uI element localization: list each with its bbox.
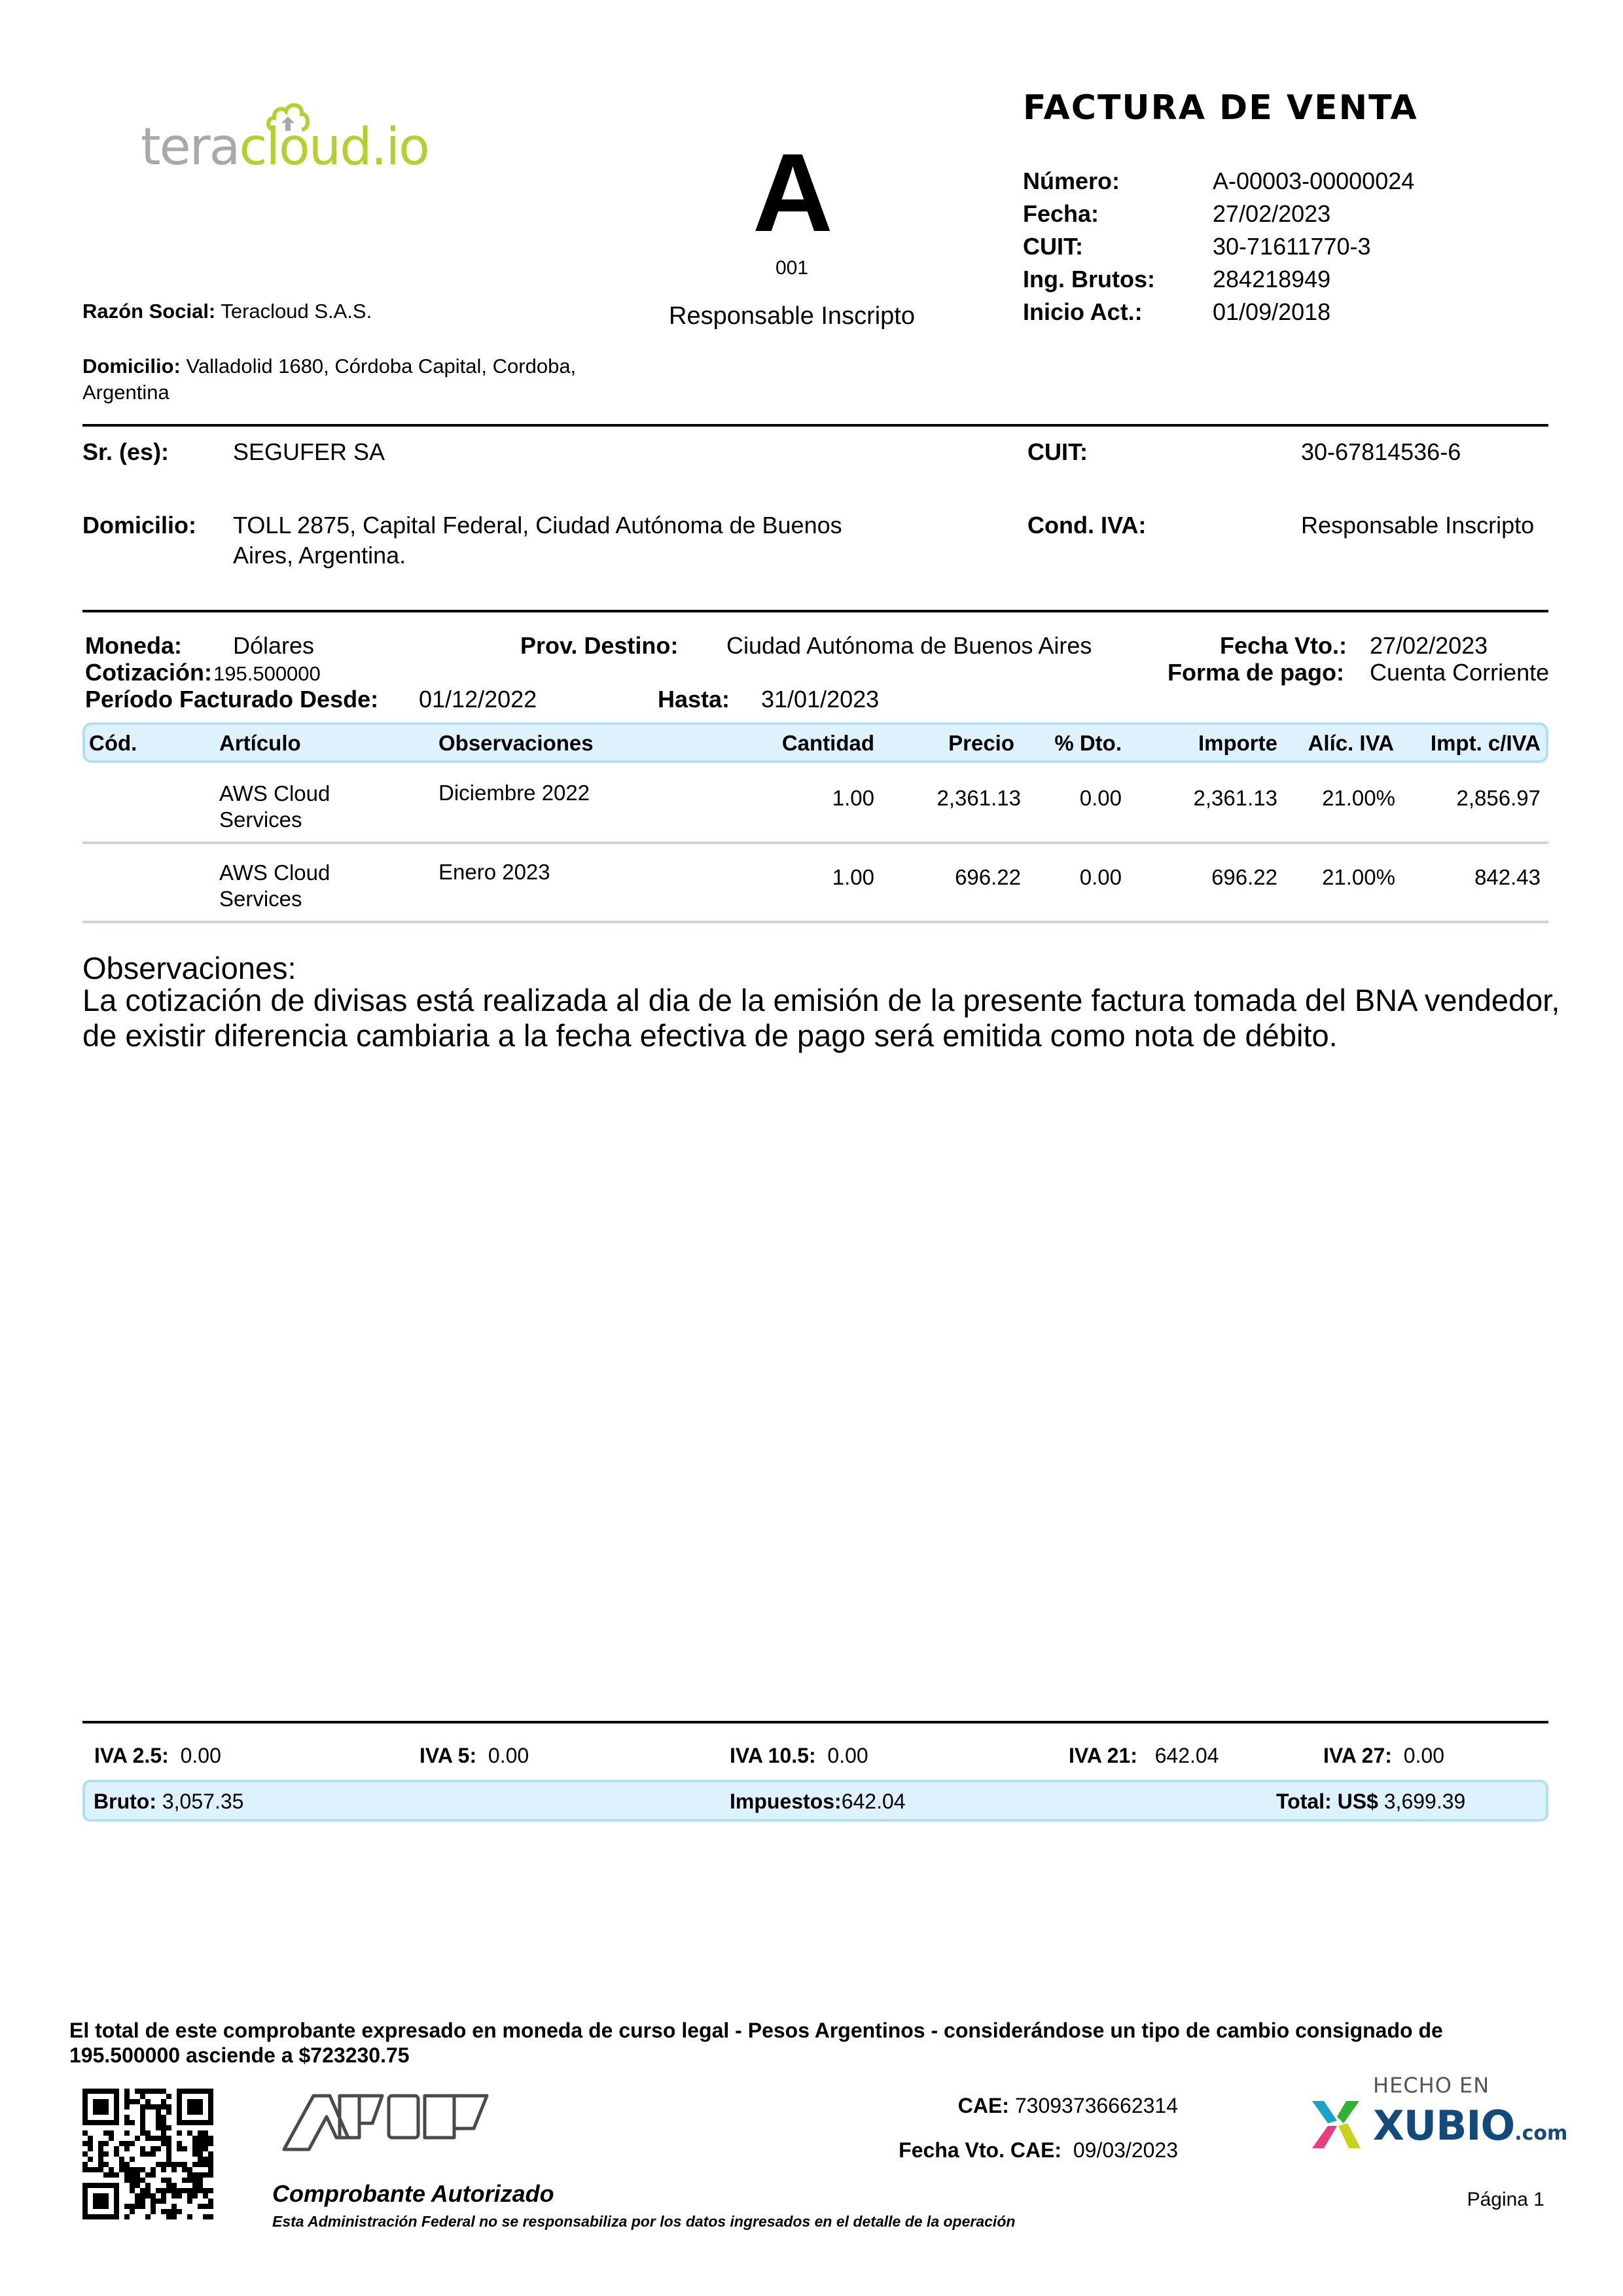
cotizacion: 195.500000 [213, 662, 321, 685]
iva-2-5: IVA 2.5: 0.00 [94, 1744, 221, 1767]
prov-destino: Ciudad Autónoma de Buenos Aires [726, 632, 1092, 659]
iva-21: IVA 21: 642.04 [1069, 1744, 1219, 1767]
cell-cantidad: 1.00 [832, 865, 874, 889]
observaciones-text: La cotización de divisas está realizada al dia de la emisión de la presente factura tomada del BNA vendedor, de existir diferencia cambiaria a la fecha efectiva de pago será emitida como nota de débito. [82, 983, 1560, 1053]
cell-dto: 0.00 [1079, 865, 1122, 889]
client-address-line2: Aires, Argentina. [233, 542, 406, 569]
forma-pago-label: Forma de pago: [1168, 659, 1345, 686]
razon-social: Razón Social: Teracloud S.A.S. [82, 300, 372, 323]
observaciones-title: Observaciones: [82, 951, 296, 985]
col-cantidad: Cantidad [781, 731, 874, 755]
cell-precio: 2,361.13 [936, 786, 1021, 810]
row-divider [82, 841, 1548, 844]
col-precio: Precio [948, 731, 1014, 755]
client-cuit: 30-67814536-6 [1301, 438, 1461, 465]
cell-importe: 2,361.13 [1193, 786, 1277, 810]
prov-destino-label: Prov. Destino: [520, 632, 679, 659]
legal-ars-total: El total de este comprobante expresado en moneda de curso legal - Pesos Argentinos - considerándose un tipo de cambio consignado de 195.500000 asciende a $723230.75 [69, 2019, 1443, 2067]
invoice-letter: A [753, 131, 833, 255]
cotizacion-label: Cotización: [85, 659, 212, 686]
document-title: FACTURA DE VENTA [1023, 88, 1418, 128]
cell-importe: 696.22 [1211, 865, 1277, 889]
hasta: 31/01/2023 [761, 686, 880, 713]
row-divider [82, 921, 1548, 923]
teracloud-logo [141, 98, 429, 177]
hecho-en: HECHO EN [1373, 2073, 1490, 2098]
col-articulo: Artículo [219, 731, 301, 755]
client-cond-iva-label: Cond. IVA: [1027, 512, 1147, 539]
periodo-label: Período Facturado Desde: [85, 686, 379, 713]
afip-logo [277, 2091, 500, 2153]
client-address-label: Domicilio: [82, 512, 197, 539]
col-alic-iva: Alíc. IVA [1308, 731, 1394, 755]
page-number: Página 1 [1467, 2189, 1544, 2210]
afip-disclaimer: Esta Administración Federal no se responsabiliza por los datos ingresados en el detalle de la operación [272, 2213, 1016, 2230]
col-impt-civa: Impt. c/IVA [1430, 731, 1541, 755]
cell-precio: 696.22 [955, 865, 1021, 889]
cae: CAE: 73093736662314 [957, 2094, 1178, 2117]
iva-5: IVA 5: 0.00 [419, 1744, 529, 1767]
client-address-line1: TOLL 2875, Capital Federal, Ciudad Autónoma de Buenos [233, 512, 842, 539]
iva-10-5: IVA 10.5: 0.00 [730, 1744, 868, 1767]
cell-impt-civa: 2,856.97 [1456, 786, 1541, 810]
moneda-label: Moneda: [85, 632, 182, 659]
periodo-desde: 01/12/2022 [419, 686, 537, 713]
forma-pago: Cuenta Corriente [1370, 659, 1550, 686]
company-address: Domicilio: Valladolid 1680, Córdoba Capital, Cordoba, Argentina [82, 355, 577, 404]
client-name: SEGUFER SA [233, 438, 385, 465]
cell-articulo: AWS Cloud Services [219, 781, 330, 832]
total: Total: US$ 3,699.39 [1276, 1790, 1466, 1813]
xubio-x-icon [1312, 2097, 1364, 2149]
invoice-code: 001 [775, 257, 809, 279]
divider [82, 424, 1548, 427]
col-cod: Cód. [89, 731, 137, 755]
fecha-vto: 27/02/2023 [1370, 632, 1488, 659]
cell-dto: 0.00 [1079, 786, 1122, 810]
cell-impt-civa: 842.43 [1474, 865, 1541, 889]
hasta-label: Hasta: [658, 686, 730, 713]
col-dto: % Dto. [1054, 731, 1122, 755]
impuestos: Impuestos:642.04 [730, 1790, 906, 1813]
bruto: Bruto: 3,057.35 [94, 1790, 244, 1813]
issuer-iva-condition: Responsable Inscripto [669, 302, 915, 330]
cell-alic-iva: 21.00% [1322, 865, 1395, 889]
client-cuit-label: CUIT: [1027, 438, 1088, 465]
cell-alic-iva: 21.00% [1322, 786, 1395, 810]
cae-vto: Fecha Vto. CAE: 09/03/2023 [899, 2138, 1178, 2162]
moneda: Dólares [233, 632, 315, 659]
qr-modules [82, 2089, 213, 2219]
fecha-vto-label: Fecha Vto.: [1220, 632, 1347, 659]
col-observaciones: Observaciones [438, 731, 594, 755]
cell-cantidad: 1.00 [832, 786, 874, 810]
cell-articulo: AWS Cloud Services [219, 860, 330, 911]
client-cond-iva: Responsable Inscripto [1301, 512, 1535, 539]
xubio-logo: XUBIO.com [1373, 2102, 1568, 2149]
client-name-label: Sr. (es): [82, 438, 169, 465]
qr-code-icon[interactable] [82, 2089, 213, 2219]
logo-wordmark: teracloud.io [141, 118, 429, 177]
divider [82, 1721, 1548, 1723]
col-importe: Importe [1198, 731, 1277, 755]
cell-observaciones: Diciembre 2022 [438, 781, 590, 805]
iva-27: IVA 27: 0.00 [1323, 1744, 1444, 1767]
divider [82, 610, 1548, 612]
cell-observaciones: Enero 2023 [438, 860, 550, 884]
comprobante-autorizado: Comprobante Autorizado [272, 2180, 554, 2207]
